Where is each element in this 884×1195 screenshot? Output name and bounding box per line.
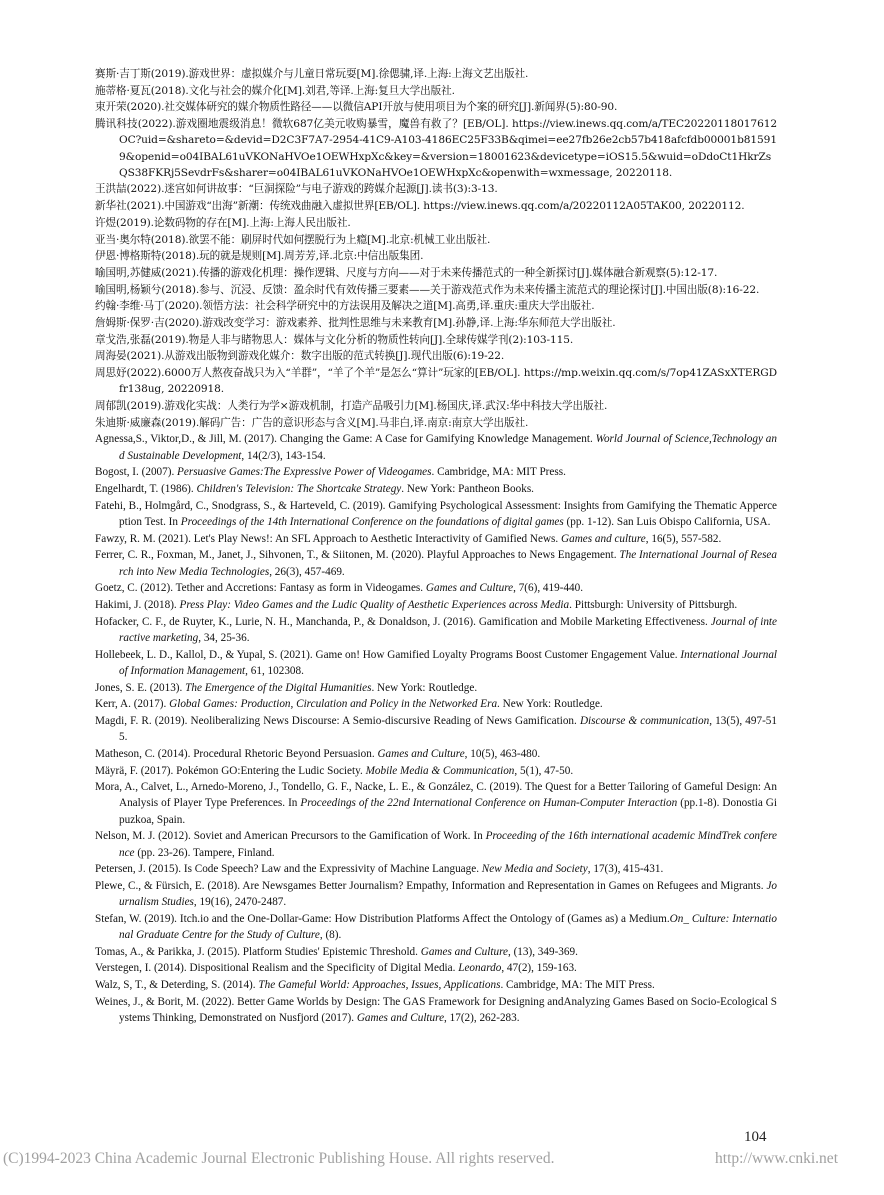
reference-entry bbox=[95, 547, 777, 579]
reference-text: , 13(5), 497-515. bbox=[119, 714, 777, 744]
reference-text: 周思妤(2022).6000万人熬夜奋战只为入“羊群”，“羊了个羊”是怎么“算计”玩家的[EB/OL]. https://mp.weixin.qq.com/s/7op41ZASxXTERGDfr138ug, 20220918. bbox=[95, 367, 777, 396]
reference-text: (pp. 23-26). Tampere, Finland. bbox=[134, 846, 275, 859]
reference-text: Hollebeek, L. D., Kallol, D., & Yupal, S. (2021). Game on! How Gamified Loyalty Programs Boost Customer Engagement Value. bbox=[95, 648, 681, 661]
reference-entry bbox=[95, 348, 777, 364]
reference-entry bbox=[95, 99, 777, 115]
reference-text: . Cambridge, MA: The MIT Press. bbox=[500, 979, 655, 992]
reference-entry bbox=[95, 878, 777, 910]
reference-text: Jones, S. E. (2013). bbox=[95, 681, 186, 694]
reference-entry bbox=[95, 746, 777, 762]
reference-text: Fatehi, B., Holmgård, C., Snodgrass, S., & Harteveld, C. (2019). Gamifying Psychological Assessment: Insights from Gamifying the Thematic Apperception Test. In bbox=[95, 499, 777, 528]
reference-text: . New York: Pantheon Books. bbox=[401, 483, 534, 496]
reference-text: . Cambridge, MA: MIT Press. bbox=[431, 466, 566, 479]
reference-text: Nelson, M. J. (2012). Soviet and American Precursors to the Gamification of Work. In bbox=[95, 830, 486, 843]
reference-entry bbox=[95, 498, 777, 530]
reference-text: 许煜(2019).论数码物的存在[M].上海:上海人民出版社. bbox=[95, 216, 351, 229]
reference-entry bbox=[95, 960, 777, 976]
reference-source-title: World Journal of Science,Technology and Sustainable Development bbox=[119, 433, 777, 462]
footer-copyright: (C)1994-2023 China Academic Journal Electronic Publishing House. All rights reserved. bbox=[3, 1150, 555, 1167]
reference-text: Agnessa,S., Viktor,D., & Jill, M. (2017). Changing the Game: A Case for Gamifying Knowledge Management. bbox=[95, 433, 596, 446]
reference-entry bbox=[95, 232, 777, 248]
reference-entry bbox=[95, 580, 777, 596]
reference-text: Stefan, W. (2019). Itch.io and the One-Dollar-Game: How Distribution Platforms Affect the Ontology of (Games as) a Medium. bbox=[95, 912, 670, 925]
reference-text: , 34, 25-36. bbox=[198, 631, 250, 644]
reference-entry bbox=[95, 315, 777, 331]
reference-text: Kerr, A. (2017). bbox=[95, 698, 170, 711]
reference-entry bbox=[95, 828, 777, 860]
reference-text: 喻国明,苏健威(2021).传播的游戏化机理：操作逻辑、尺度与方向——对于未来传播范式的一种全新探讨[J].媒体融合新观察(5):12-17. bbox=[95, 266, 718, 279]
reference-entry bbox=[95, 481, 777, 497]
reference-entry bbox=[95, 116, 777, 181]
reference-text: 束开荣(2020).社交媒体研究的媒介物质性路径——以微信API开放与使用项目为个案的研究[J].新闻界(5):80-90. bbox=[95, 101, 618, 114]
reference-entry bbox=[95, 696, 777, 712]
footer-url: http://www.cnki.net bbox=[715, 1150, 838, 1167]
reference-text: 约翰·李维·马丁(2020).领悟方法：社会科学研究中的方法误用及解决之道[M].高勇,译.重庆:重庆大学出版社. bbox=[95, 300, 595, 313]
reference-entry bbox=[95, 464, 777, 480]
reference-entry bbox=[95, 977, 777, 993]
reference-source-title: The Emergence of the Digital Humanities bbox=[185, 681, 372, 694]
reference-text: , (8). bbox=[319, 929, 342, 942]
reference-text: , 17(3), 415-431. bbox=[587, 863, 664, 876]
reference-source-title: Persuasive Games:The Expressive Power of Videogames bbox=[177, 466, 432, 479]
reference-text: Plewe, C., & Fürsich, E. (2018). Are Newsgames Better Journalism? Empathy, Information and Representation in Games on Refugees and Migrants. bbox=[95, 879, 767, 892]
reference-text: Verstegen, I. (2014). Dispositional Realism and the Specificity of Digital Media. bbox=[95, 962, 459, 975]
reference-text: Ferrer, C. R., Foxman, M., Janet, J., Sihvonen, T., & Siitonen, M. (2020). Playful Approaches to News Engagement. bbox=[95, 549, 620, 562]
reference-text: Goetz, C. (2012). Tether and Accretions: Fantasy as form in Videogames. bbox=[95, 582, 426, 595]
reference-source-title: Discourse & communication bbox=[579, 714, 710, 727]
reference-entry bbox=[95, 861, 777, 877]
reference-entry bbox=[95, 680, 777, 696]
reference-entry bbox=[95, 911, 777, 943]
reference-entry bbox=[95, 647, 777, 679]
reference-text: 亚当·奥尔特(2018).欲罢不能：刷屏时代如何摆脱行为上瘾[M].北京:机械工业出版社. bbox=[95, 233, 491, 246]
reference-text: , (13), 349-369. bbox=[507, 945, 578, 958]
reference-entry bbox=[95, 779, 777, 828]
reference-source-title: Mobile Media & Communication bbox=[365, 764, 515, 777]
reference-text: , 16(5), 557-582. bbox=[645, 532, 722, 545]
reference-source-title: Proceedings of the 14th International Conference on the foundations of digital games bbox=[180, 515, 564, 528]
reference-text: 章戈浩,张磊(2019).物是人非与睹物思人：媒体与文化分析的物质性转向[J].全球传媒学刊(2):103-115. bbox=[95, 333, 574, 346]
reference-text: , 19(16), 2470-2487. bbox=[193, 896, 287, 909]
reference-entry bbox=[95, 198, 777, 214]
reference-entry bbox=[95, 431, 777, 463]
reference-entry bbox=[95, 944, 777, 960]
reference-text: Magdi, F. R. (2019). Neoliberalizing News Discourse: A Semio-discursive Reading of News Gamification. bbox=[95, 714, 580, 727]
reference-text: , 5(1), 47-50. bbox=[514, 764, 574, 777]
reference-entry bbox=[95, 713, 777, 745]
reference-entry bbox=[95, 994, 777, 1026]
reference-text: (pp.1-8). Donostia Gipuzkoa, Spain. bbox=[119, 797, 777, 826]
reference-entry bbox=[95, 398, 777, 414]
reference-source-title: Games and culture bbox=[561, 532, 646, 545]
reference-list bbox=[95, 66, 777, 1027]
reference-text: Hakimi, J. (2018). bbox=[95, 599, 180, 611]
reference-entry bbox=[95, 282, 777, 298]
reference-source-title: Games and Culture bbox=[377, 747, 465, 760]
reference-entry bbox=[95, 265, 777, 281]
reference-text: 伊恩·博格斯特(2018).玩的就是规则[M].周芳芳,译.北京:中信出版集团. bbox=[95, 250, 424, 263]
reference-text: Hofacker, C. F., de Ruyter, K., Lurie, N. H., Manchanda, P., & Donaldson, J. (2016). Gamification and Mobile Marketing Effectiveness. bbox=[95, 615, 711, 628]
reference-text: , 47(2), 159-163. bbox=[501, 962, 577, 975]
reference-source-title: International Journal of Information Management bbox=[119, 648, 778, 677]
reference-text: Petersen, J. (2015). Is Code Speech? Law and the Expressivity of Machine Language. bbox=[95, 863, 482, 876]
reference-entry bbox=[95, 181, 777, 197]
reference-text: Bogost, I. (2007). bbox=[95, 466, 178, 479]
reference-text: Fawzy, R. M. (2021). Let's Play News!: An SFL Approach to Aesthetic Interactivity of Gamified News. bbox=[95, 532, 562, 545]
reference-text: . New York: Routledge. bbox=[371, 681, 478, 694]
reference-source-title: Journal of interactive marketing bbox=[119, 615, 778, 644]
reference-text: 施蒂格·夏瓦(2018).文化与社会的媒介化[M].刘君,等译.上海:复旦大学出版社. bbox=[95, 84, 455, 97]
reference-entry bbox=[95, 415, 777, 431]
reference-text: Walz, S, T., & Deterding, S. (2014). bbox=[95, 979, 259, 992]
reference-text: 喻国明,杨颖兮(2018).参与、沉浸、反馈：盈余时代有效传播三要素——关于游戏范式作为未来传播主流范式的理论探讨[J].中国出版(8):16-22. bbox=[95, 283, 760, 296]
reference-text: 新华社(2021).中国游戏“出海”新潮：传统戏曲融入虚拟世界[EB/OL]. https://view.inews.qq.com/a/20220112A05TAK00, 20220112. bbox=[95, 200, 745, 213]
footer bbox=[0, 1150, 884, 1168]
reference-source-title: Global Games: Production, Circulation and Policy in the Networked Era bbox=[169, 698, 498, 711]
reference-text: 詹姆斯·保罗·吉(2020).游戏改变学习：游戏素养、批判性思维与未来教育[M].孙静,译.上海:华东师范大学出版社. bbox=[95, 317, 616, 330]
reference-source-title: Proceedings of the 22nd International Conference on Human-Computer Interaction bbox=[300, 797, 678, 810]
reference-text: , 14(2/3), 143-154. bbox=[241, 449, 326, 462]
reference-text: , 7(6), 419-440. bbox=[513, 582, 584, 595]
reference-source-title: The Gameful World: Approaches, Issues, Applications bbox=[258, 979, 501, 992]
reference-entry bbox=[95, 597, 777, 613]
reference-entry bbox=[95, 83, 777, 99]
reference-text: , 26(3), 457-469. bbox=[269, 565, 345, 578]
reference-text: , 61, 102308. bbox=[245, 664, 304, 677]
reference-text: Tomas, A., & Parikka, J. (2015). Platform Studies' Epistemic Threshold. bbox=[95, 945, 421, 958]
reference-source-title: On_ Culture: International Graduate Centre for the Study of Culture bbox=[119, 912, 777, 942]
reference-text: Mäyrä, F. (2017). Pokémon GO:Entering the Ludic Society. bbox=[95, 764, 366, 777]
reference-source-title: The International Journal of Research into New Media Technologies bbox=[119, 549, 777, 578]
reference-entry bbox=[95, 248, 777, 264]
reference-entry bbox=[95, 763, 777, 779]
reference-text: 赛斯·吉丁斯(2019).游戏世界：虚拟媒介与儿童日常玩耍[M].徐偲骕,译.上海:上海文艺出版社. bbox=[95, 68, 529, 80]
reference-text: Engelhardt, T. (1986). bbox=[95, 483, 197, 496]
reference-text: . Pittsburgh: University of Pittsburgh. bbox=[569, 599, 738, 611]
reference-text: Matheson, C. (2014). Procedural Rhetoric Beyond Persuasion. bbox=[95, 747, 378, 760]
reference-source-title: Games and Culture bbox=[425, 582, 514, 595]
reference-text: . New York: Routledge. bbox=[497, 698, 603, 711]
reference-source-title: Games and Culture bbox=[420, 945, 508, 958]
reference-text: (pp. 1-12). San Luis Obispo California, USA. bbox=[563, 515, 771, 528]
reference-text: Weines, J., & Borit, M. (2022). Better Game Worlds by Design: The GAS Framework for Designing andAnalyzing Games Based on Socio-Ecological Systems Thinking, Demonstrated on Nusfjord (2017). bbox=[95, 995, 777, 1025]
reference-source-title: Journalism Studies bbox=[119, 879, 777, 909]
reference-text: 腾讯科技(2022).游戏圈地震级消息！微软687亿美元收购暴雪，魔兽有救了？[EB/OL]. https://view.inews.qq.com/a/TEC20220118017612OC?uid=&shareto=&devid=D2C3F7A7-2954-41C9-A103-4186EC25F33B&qimei=ee27fb26e2cb57b418afcfdb00001b815919&openid=o04IBAL61uVKONaHVOe1OEWHxpXc&key=&version=18001623&devicetype=iOS15.5&wuid=oDdoCt1HkrZsQS38FKRj5SevdrFs&sharer=o04IBAL61uVKONaHVOe1OEWHxpXc&openwith=wxmessage, 20220118. bbox=[95, 118, 777, 179]
reference-text: 周郁凯(2019).游戏化实战：人类行为学×游戏机制，打造产品吸引力[M].杨国庆,译.武汉:华中科技大学出版社. bbox=[95, 400, 608, 413]
reference-source-title: Leonardo bbox=[458, 962, 502, 975]
reference-text: Mora, A., Calvet, L., Arnedo-Moreno, J., Tondello, G. F., Nacke, L. E., & González, C. (2019). The Quest for a Better Tailoring of Gameful Design: An Analysis of Player Type Preferences. In bbox=[95, 781, 777, 810]
reference-text: , 10(5), 463-480. bbox=[464, 747, 541, 760]
reference-source-title: Press Play: Video Games and the Ludic Quality of Aesthetic Experiences across Media bbox=[179, 599, 570, 611]
reference-text: 朱迪斯·威廉森(2019).解码广告：广告的意识形态与含义[M].马非白,译.南京:南京大学出版社. bbox=[95, 416, 529, 429]
reference-source-title: Games and Culture bbox=[356, 1012, 445, 1025]
reference-entry bbox=[95, 298, 777, 314]
reference-entry bbox=[95, 365, 777, 397]
reference-entry bbox=[95, 531, 777, 547]
reference-entry bbox=[95, 66, 777, 82]
reference-source-title: New Media and Society bbox=[481, 863, 588, 876]
reference-source-title: Proceeding of the 16th international academic MindTrek conference bbox=[119, 830, 777, 859]
reference-entry bbox=[95, 215, 777, 231]
reference-source-title: Children's Television: The Shortcake Strategy bbox=[196, 483, 402, 496]
reference-text: 周海晏(2021).从游戏出版物到游戏化媒介：数字出版的范式转换[J].现代出版(6):19-22. bbox=[95, 350, 505, 363]
reference-entry bbox=[95, 614, 777, 646]
reference-text: , 17(2), 262-283. bbox=[444, 1012, 520, 1025]
page-number: 104 bbox=[744, 1129, 767, 1145]
reference-text: 王洪喆(2022).迷宫如何讲故事：“巨洞探险”与电子游戏的跨媒介起源[J].读书(3):3-13. bbox=[95, 183, 498, 196]
reference-entry bbox=[95, 332, 777, 348]
